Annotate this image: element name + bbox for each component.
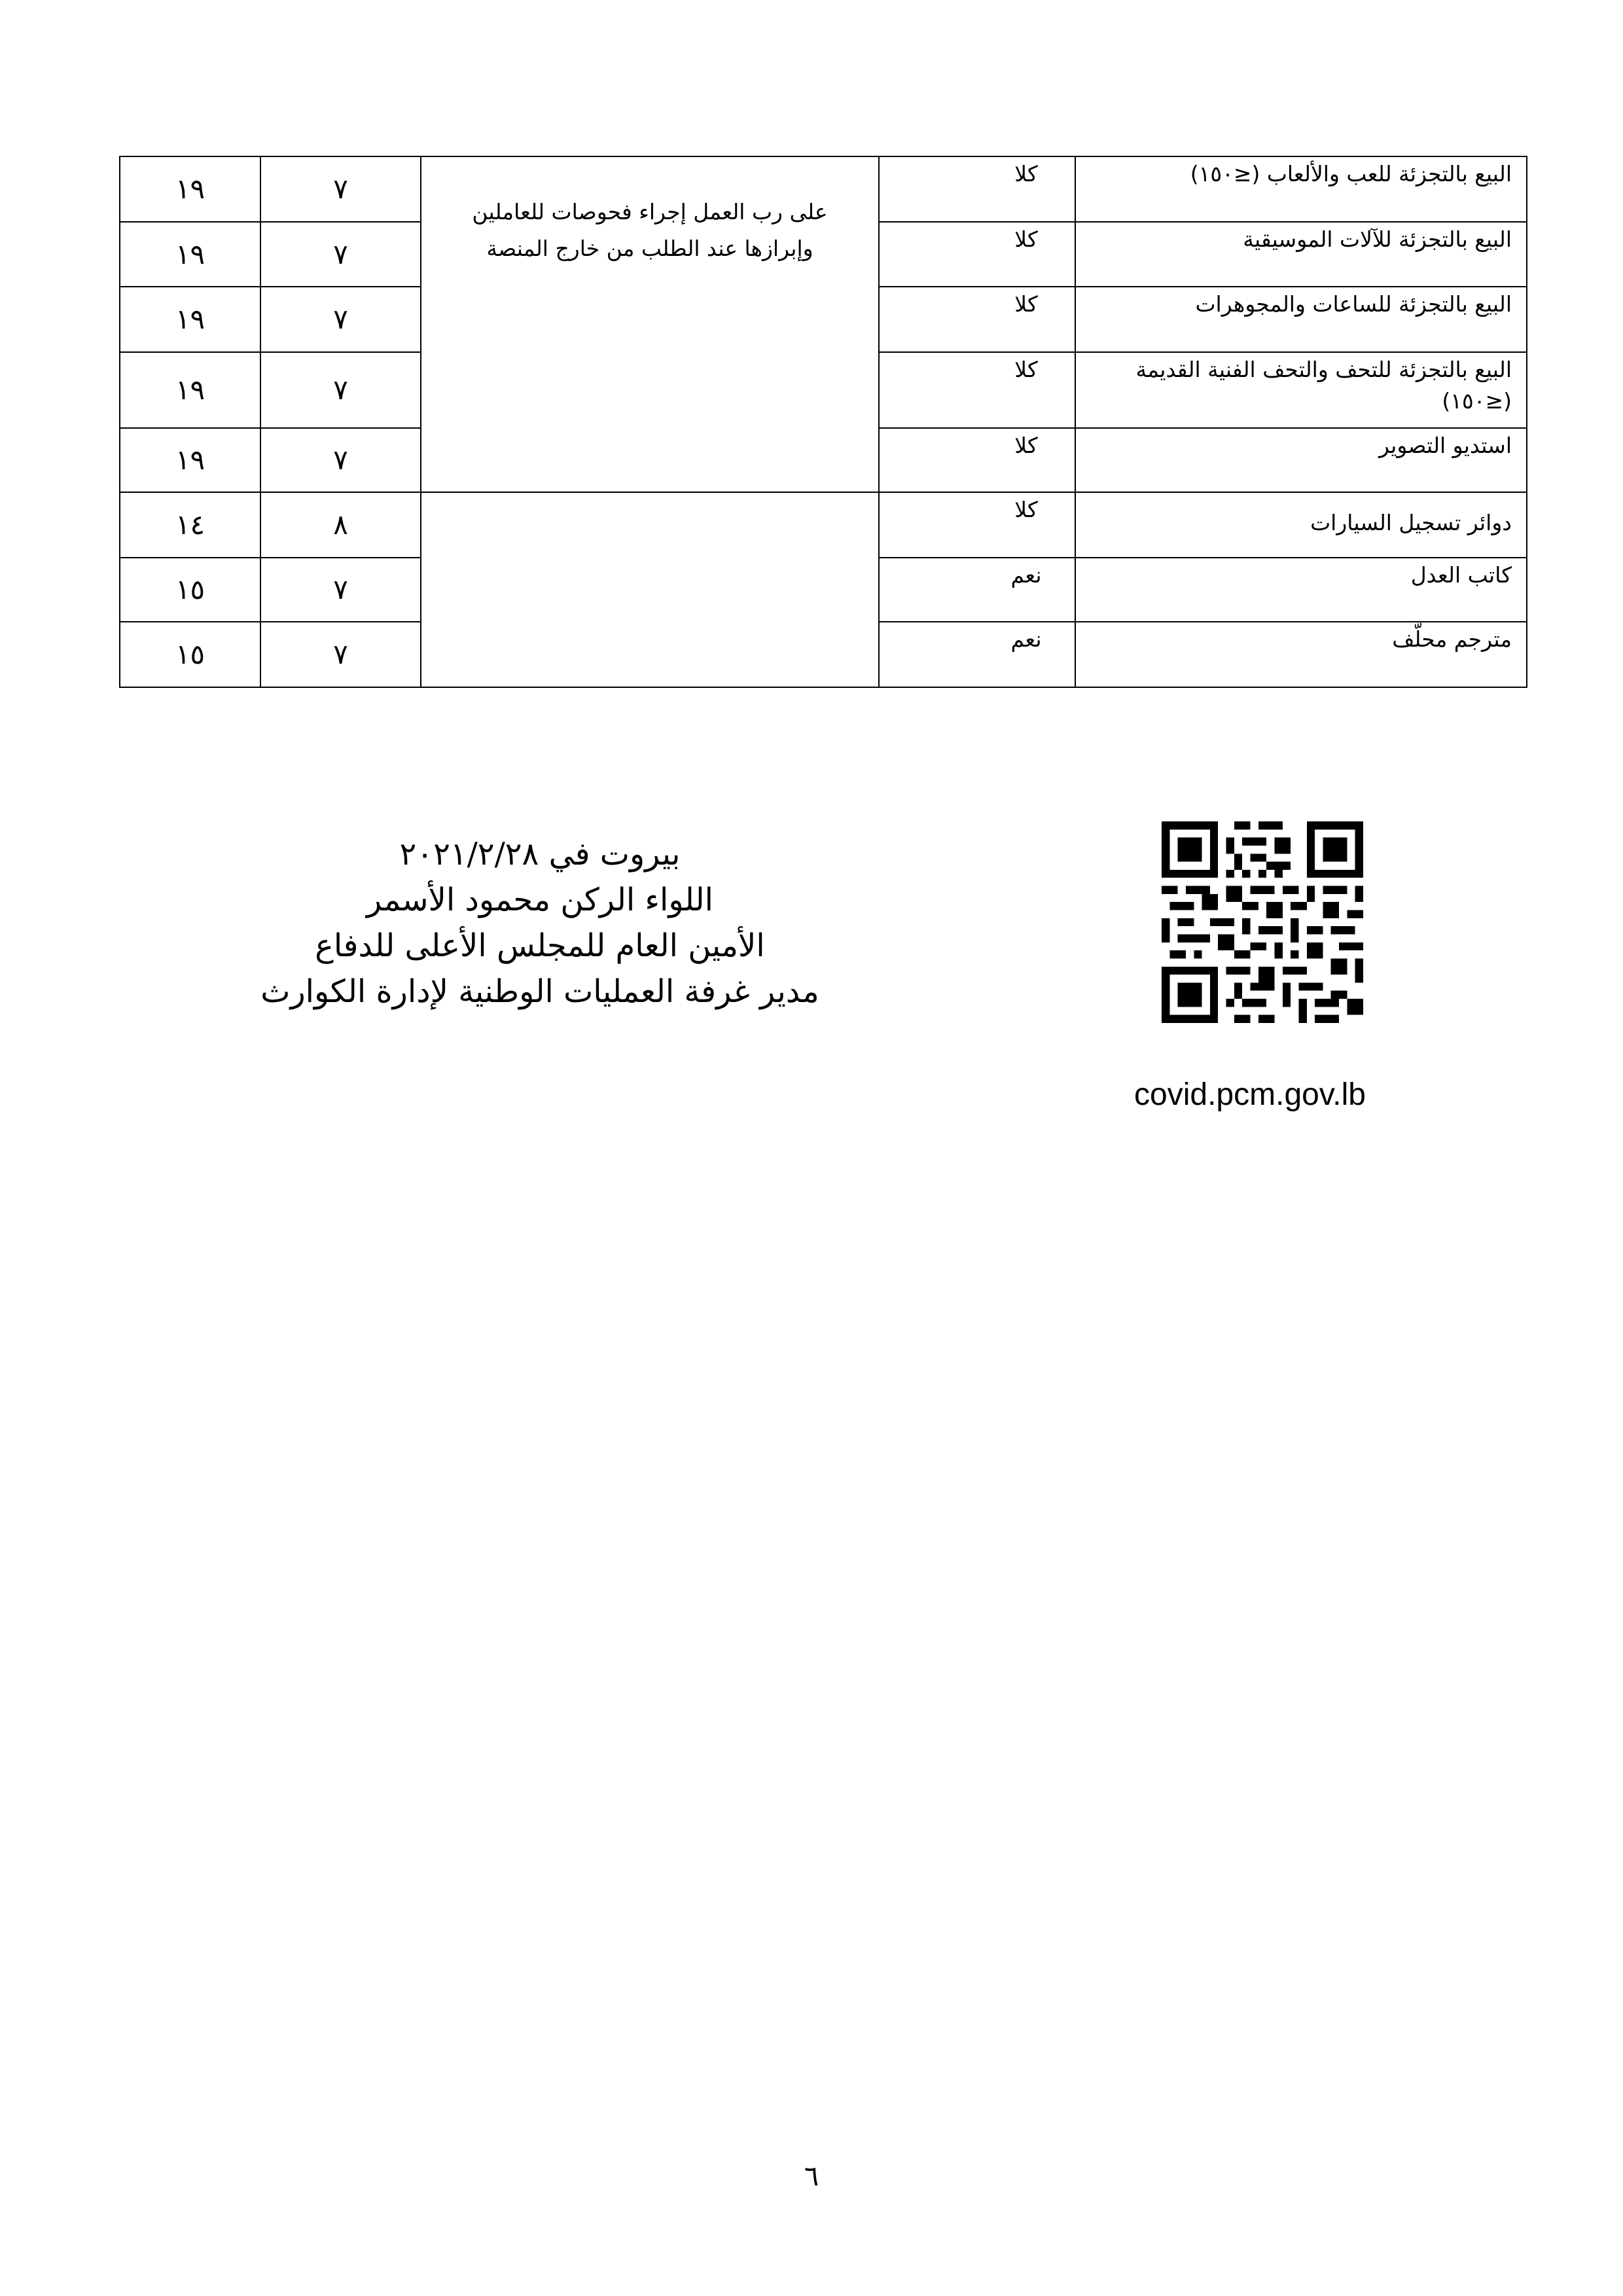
table-row [120,492,1527,558]
required-cell: كلا [879,156,1075,222]
value-a-cell: ٧ [260,156,421,222]
activity-cell: مترجم محلّف [1075,622,1527,687]
activity-cell: البيع بالتجزئة للساعات والمجوهرات [1075,287,1527,352]
activity-cell: استديو التصوير [1075,428,1527,492]
value-b-cell: ١٩ [120,222,260,287]
signature-place-date: بيروت في ٢٠٢١/٢/٢٨ [399,836,681,872]
value-a-cell: ٧ [260,352,421,428]
required-cell: نعم [879,622,1075,687]
group-note-cell [421,492,879,687]
value-a-cell: ٧ [260,558,421,622]
required-cell: كلا [879,492,1075,558]
value-a-cell: ٧ [260,622,421,687]
activity-cell: البيع بالتجزئة للتحف والتحف الفنية القديمة (≤١٥٠) [1075,352,1527,428]
value-b-cell: ١٥ [120,622,260,687]
signature-name: اللواء الركن محمود الأسمر [366,882,713,918]
value-b-cell: ١٩ [120,352,260,428]
value-a-cell: ٧ [260,287,421,352]
activity-cell: البيع بالتجزئة للآلات الموسيقية [1075,222,1527,287]
signature-title: الأمين العام للمجلس الأعلى للدفاع [315,927,765,964]
value-b-cell: ١٩ [120,287,260,352]
required-cell: كلا [879,352,1075,428]
activity-cell: دوائر تسجيل السيارات [1075,492,1527,558]
activity-cell: كاتب العدل [1075,558,1527,622]
value-a-cell: ٨ [260,492,421,558]
qr-url-text: covid.pcm.gov.lb [1134,1077,1366,1112]
value-b-cell: ١٤ [120,492,260,558]
page-number: ٦ [804,2160,819,2192]
group-note-cell: على رب العمل إجراء فحوصات للعاملين وإبرازها عند الطلب من خارج المنصة [421,156,879,492]
qr-code[interactable] [1151,821,1374,1023]
table-row [120,156,1527,222]
required-cell: كلا [879,287,1075,352]
required-cell: كلا [879,428,1075,492]
signature-department: مدير غرفة العمليات الوطنية لإدارة الكوارث [260,973,819,1010]
value-a-cell: ٧ [260,428,421,492]
value-a-cell: ٧ [260,222,421,287]
value-b-cell: ١٩ [120,428,260,492]
required-cell: كلا [879,222,1075,287]
value-b-cell: ١٩ [120,156,260,222]
value-b-cell: ١٥ [120,558,260,622]
signature-block [131,831,949,1014]
activity-cell: البيع بالتجزئة للعب والألعاب (≤١٥٠) [1075,156,1527,222]
required-cell: نعم [879,558,1075,622]
restrictions-table [119,156,1527,688]
